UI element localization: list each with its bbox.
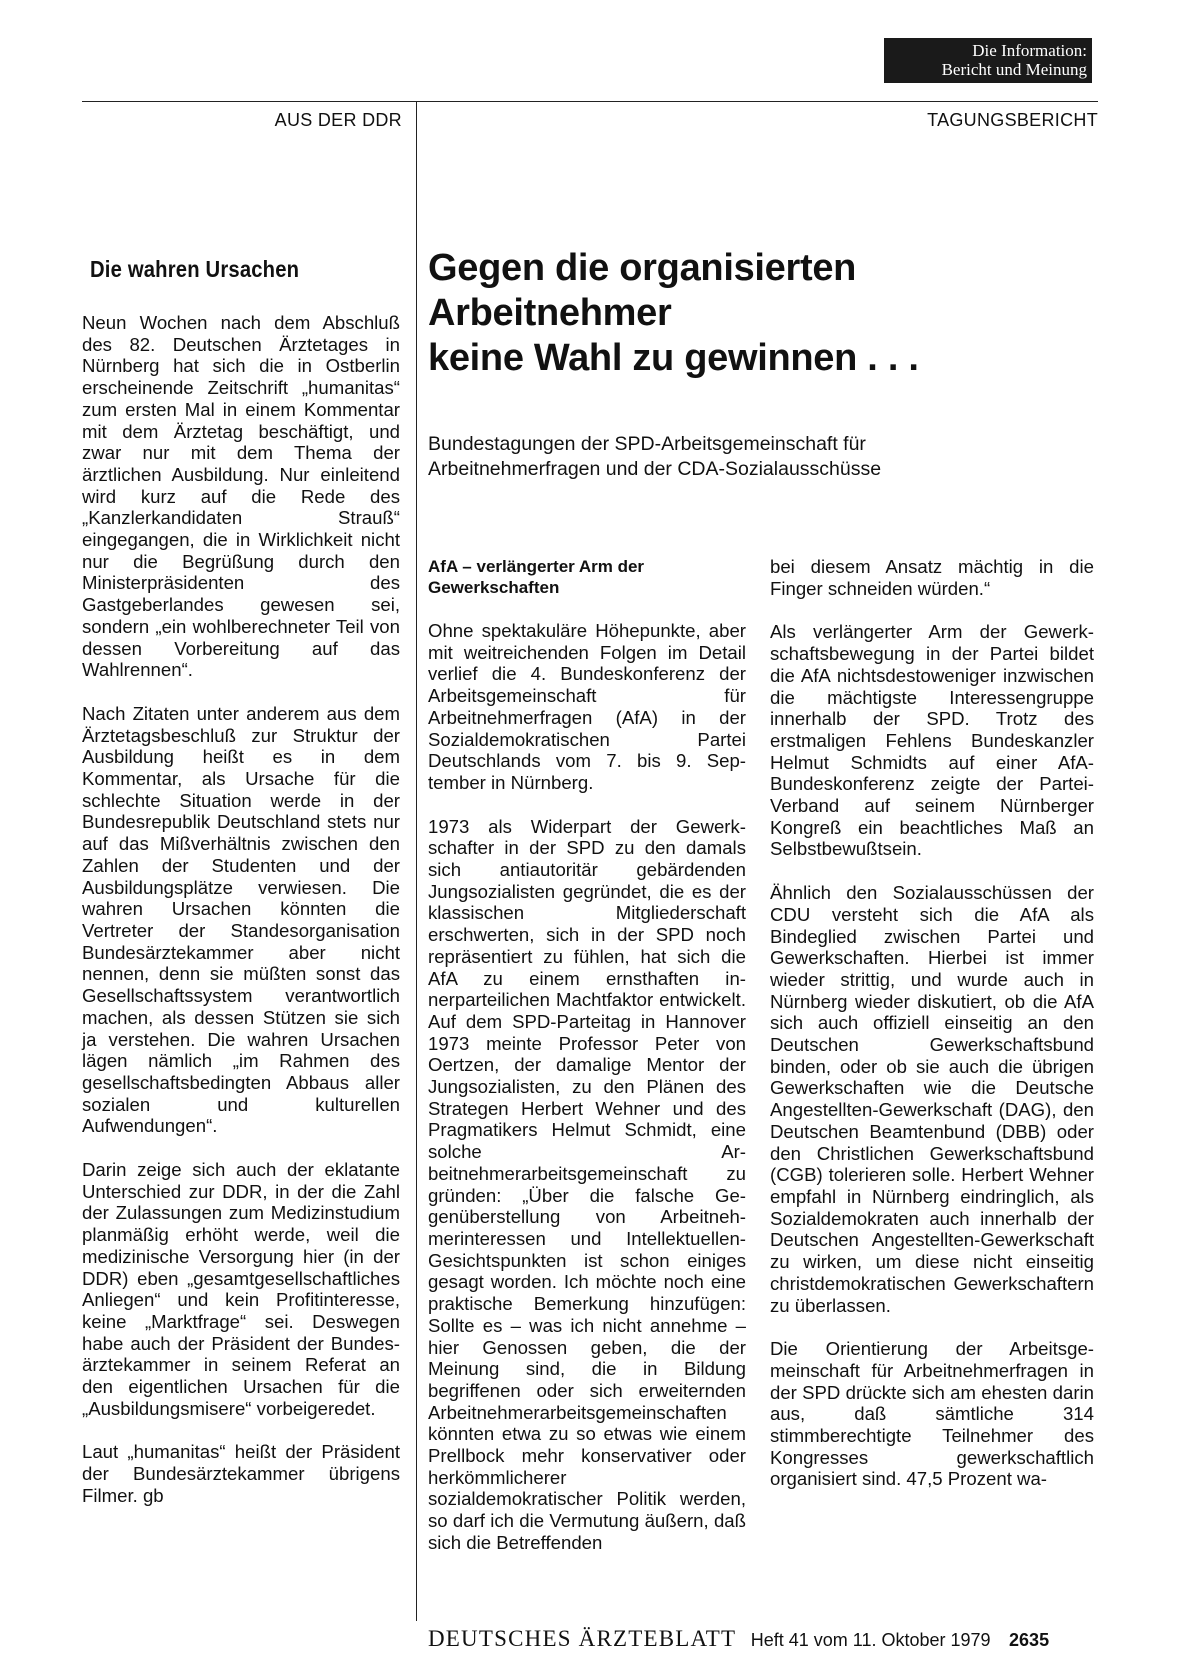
column-divider: [416, 101, 417, 1621]
badge-line-2: Bericht und Meinung: [941, 60, 1087, 79]
footer-publication: DEUTSCHES ÄRZTEBLATT: [428, 1626, 737, 1651]
right-paragraph: Ähnlich den Sozialausschüssen der CDU versteht sich die AfA als Bindeglied zwischen Partei und Gewerkschaften. Hierbei ist immer wieder strittig, und wurde auch in Nürnberg wieder diskutiert, ob die AfA sich auch offiziell einseitig an den Deutschen Gewerkschaftsbund binden, oder ob sie auch die übrigen Gewerkschaften wie die Deutsche Angestellten-Gewerkschaft (DAG), den Deutschen Beamtenbund (DBB) oder den Christlichen Gewerkschaftsbund (CGB) tolerieren solle. Herbert Wehner empfahl in Nürnberg eindringlich, als Sozialdemokraten auch innerhalb der Deutschen Angestellten-Gewerkschaft zu wirken, um diese nicht einseitig christdemokratischen Gewerkschaftern zu überlassen.: [770, 882, 1094, 1316]
left-paragraph: Darin zeige sich auch der eklatante Unterschied zur DDR, in der die Zahl der Zulassungen zum Medizinstudium planmäßig erhöht werde, weil die medizinische Versorgung hier (in der DDR) eben „gesamtgesellschaftliches Anliegen“ und kein Profitinteresse, keine „Marktfrage“ sei. Deswegen habe auch der Präsident der Bundesärztekammer in seinem Referat an den eigentlichen Ursachen für die „Ausbildungsmisere“ vorbeigeredet.: [82, 1159, 400, 1419]
mid-paragraph: 1973 als Widerpart der Gewerkschafter in der SPD zu den damals sich antiautoritär gebärdenden Jungsozialisten gegründet, die es der klassischen Mitgliederschaft erschwerten, sich in der SPD noch repräsentiert zu fühlen, hat sich die AfA zu einem ernsthaften innerparteilichen Machtfaktor entwickelt. Auf dem SPD-Parteitag in Hannover 1973 meinte Professor Peter von Oertzen, der damalige Mentor der Jungsozialisten, zu den Plänen des Strategen Herbert Wehner und des Pragmatikers Helmut Schmidt, eine solche Arbeitnehmerarbeitsgemeinschaft zu gründen: „Über die falsche Gegenüberstellung von Arbeitnehmerinteressen und Intellektuellen-Gesichtspunkten ist schon einiges gesagt worden. Ich möchte noch eine praktische Bemerkung hinzufügen: Sollte es – was ich nicht annehme – hier Genossen geben, die der Meinung sind, die in Bildung begriffenen oder sich erweiternden Arbeitnehmerarbeitsgemeinschaften könnten etwa zu so etwas wie einem Prellbock mehr konservativer oder herkömmlicherer sozialdemokratischer Politik werden, so darf ich die Vermutung äußern, daß sich die Betreffenden: [428, 815, 746, 1553]
left-article-title: Die wahren Ursachen: [90, 256, 300, 282]
subsection-heading: AfA – verlängerter Arm der Gewerkschaften: [428, 557, 645, 597]
right-article-column-1: [428, 556, 746, 1576]
main-headline: [428, 246, 1078, 381]
headline-line-3: keine Wahl zu gewinnen . . .: [428, 337, 919, 379]
top-rule: [82, 101, 1098, 102]
badge-line-1: Die Information:: [972, 41, 1087, 60]
main-subheadline: [428, 432, 1078, 482]
section-badge: [884, 38, 1092, 83]
right-paragraph: Als verlängerter Arm der Gewerkschaftsbewegung in der Partei bildet die AfA nichtsdestoweniger inzwischen die mächtigste Interessengruppe innerhalb der SPD. Trotz des erstmaligen Fehlens Bundeskanzler Helmut Schmidts auf einer AfA-Bundeskonferenz zeigte der Partei-Verband auf seinem Nürnberger Kongreß ein beachtliches Maß an Selbstbewußtsein.: [770, 621, 1094, 860]
left-paragraph: Neun Wochen nach dem Abschluß des 82. Deutschen Ärztetages in Nürnberg hat sich die in Ostberlin erscheinende Zeitschrift „humanitas“ zum ersten Mal in einem Kommentar mit dem Ärztetag beschäftigt, und zwar nur mit dem Thema der ärztlichen Ausbildung. Nur einleitend wird kurz auf die Rede des „Kanzlerkandidaten Strauß“ eingegangen, die in Wirklichkeit nicht nur die Begrüßung durch den Ministerpräsidenten des Gastgeberlandes gewesen sei, sondern „ein wohlberechneter Teil von dessen Vorbereitung auf das Wahlrennen“.: [82, 312, 400, 681]
left-paragraph: Nach Zitaten unter anderem aus dem Ärztetagsbeschluß zur Struktur der Ausbildung heißt es in dem Kommentar, als Ursache für die schlechte Situation werde in der Bundesrepublik Deutschland stets nur auf das Mißverhältnis zwischen den Zahlen der Studenten und der Ausbildungsplätze verwiesen. Die wahren Ursachen könnten die Vertreter der Standesorganisation Bundesärztekammer aber nicht nennen, denn sie müßten sonst das Gesellschaftssystem verantwortlich machen, als dessen Stützen sie sich ja verstehen. Die wahren Ursachen lägen nämlich „im Rahmen des gesellschaftsbedingten Abbaus aller sozialen und kulturellen Aufwendungen“.: [82, 702, 400, 1137]
subhead-line-1: Bundestagungen der SPD-Arbeitsgemeinschaft für: [428, 433, 866, 455]
page-number: 2635: [1009, 1630, 1050, 1650]
right-article-column-2: [770, 556, 1094, 1512]
subhead-line-2: Arbeitnehmerfragen und der CDA-Sozialausschüsse: [428, 458, 882, 480]
headline-line-1: Gegen die organisierten: [428, 247, 857, 289]
section-label-right: TAGUNGSBERICHT: [927, 110, 1098, 130]
mid-paragraph: Ohne spektakuläre Höhepunkte, aber mit weitreichenden Folgen im Detail verlief die 4. Bundeskonferenz der Arbeitsgemeinschaft für Arbeitnehmerfragen (AfA) in der Sozialdemokratischen Partei Deutschlands vom 7. bis 9. September in Nürnberg.: [428, 620, 746, 793]
footer-issue: Heft 41 vom 11. Oktober 1979: [750, 1630, 991, 1650]
right-paragraph: Die Orientierung der Arbeitsgemeinschaft für Arbeitnehmerfragen in der SPD drückte sich am ehesten darin aus, daß sämtliche 314 stimmberechtigte Teilnehmer des Kongresses gewerkschaftlich organisiert sind. 47,5 Prozent wa-: [770, 1338, 1094, 1490]
section-label-left: AUS DER DDR: [274, 110, 402, 130]
left-paragraph: Laut „humanitas“ heißt der Präsident der Bundesärztekammer übrigens Filmer. gb: [82, 1441, 400, 1506]
page-footer: [428, 1626, 1098, 1652]
headline-line-2: Arbeitnehmer: [428, 292, 672, 334]
right-paragraph: bei diesem Ansatz mächtig in die Finger schneiden würden.“: [770, 556, 1094, 599]
left-article-body: [82, 312, 400, 1529]
